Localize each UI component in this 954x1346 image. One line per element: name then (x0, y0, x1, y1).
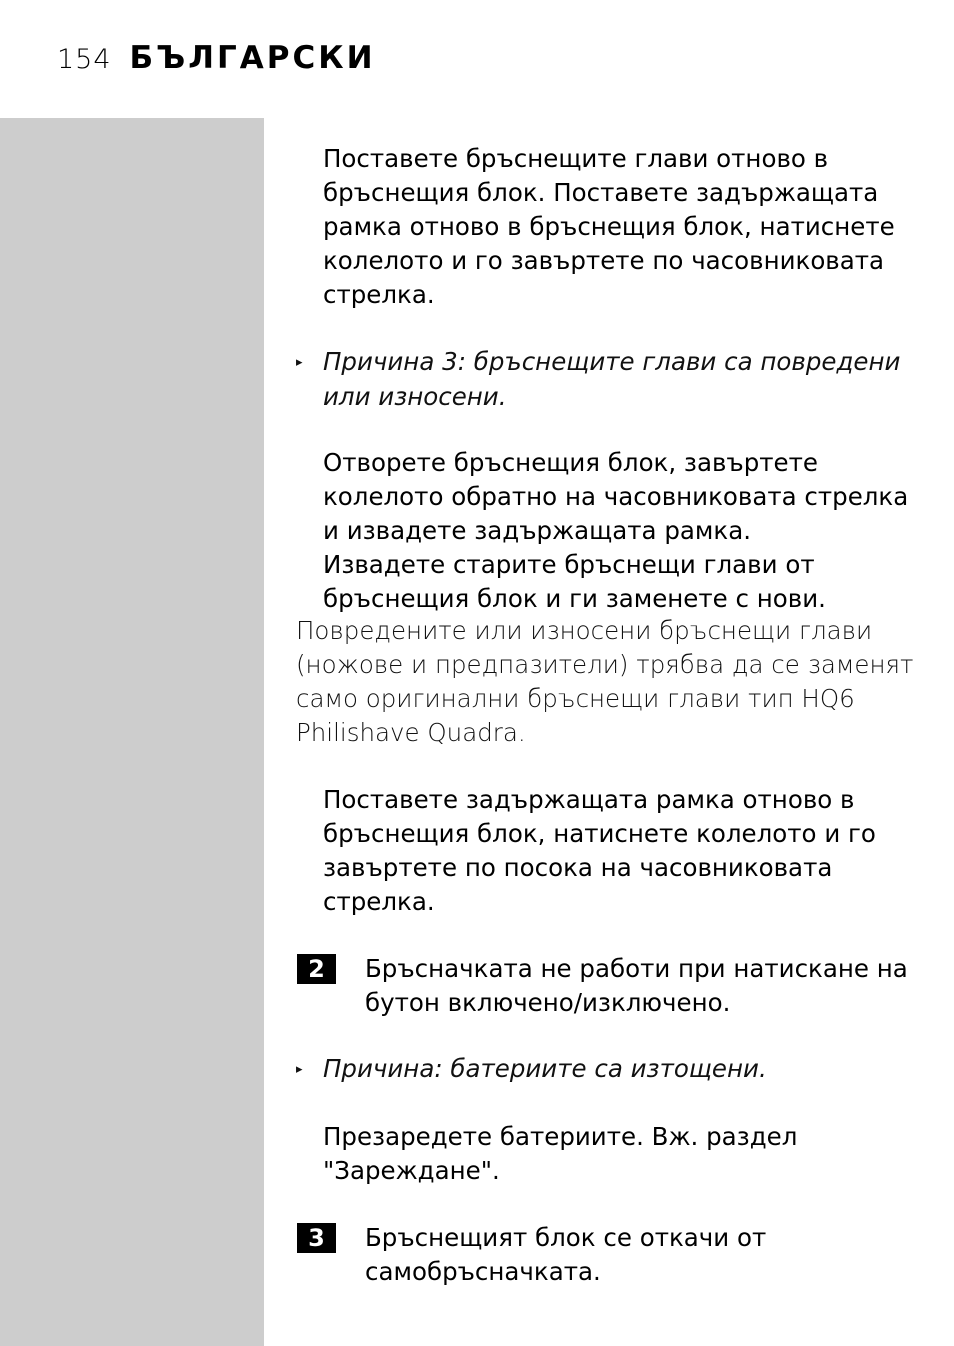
text-line: бутон включено/изключено. (365, 988, 731, 1017)
text-line: Отворете бръснещия блок, завъртете (323, 448, 818, 477)
item-number-badge: 3 (297, 1223, 336, 1253)
text-line: (ножове и предпазители) трябва да се заменят (296, 650, 914, 679)
page-number: 154 (57, 44, 112, 75)
text-line: колелото и го завъртете по часовниковата (323, 246, 885, 275)
problem-item-2 (297, 952, 908, 1020)
problem-item-3 (297, 1221, 766, 1289)
instruction-paragraph-1 (323, 142, 895, 312)
text-line: Поставете бръснещите глави отново в (323, 144, 829, 173)
cause-text: Причина 3: бръснещите глави са повредени (323, 347, 901, 376)
cause-text: Причина: батериите са изтощени. (323, 1054, 767, 1083)
bullet-triangle-icon: ▸ (296, 355, 303, 370)
page-header (57, 40, 376, 76)
text-line: "Зареждане". (323, 1156, 500, 1185)
text-line: само оригинални бръснещи глави тип HQ6 (296, 684, 855, 713)
instruction-paragraph-3 (323, 783, 876, 919)
text-line: Повредените или износени бръснещи глави (296, 616, 873, 645)
replacement-note (296, 614, 913, 750)
gray-sidebar (0, 118, 264, 1346)
text-line: Бръсначката не работи при натискане на (365, 954, 908, 983)
text-line: самобръсначката. (365, 1257, 601, 1286)
text-line: Извадете старите бръснещи глави от (323, 550, 815, 579)
text-line: колелото обратно на часовниковата стрелка (323, 482, 909, 511)
text-line: Бръснещият блок се откачи от (365, 1223, 767, 1252)
text-line: стрелка. (323, 280, 435, 309)
text-line: бръснещия блок, натиснете колелото и го (323, 819, 876, 848)
text-line: бръснещия блок. Поставете задържащата (323, 178, 879, 207)
instruction-paragraph-4 (323, 1120, 797, 1188)
section-title: БЪЛГАРСКИ (129, 40, 376, 76)
text-line: Philishave Quadra. (296, 718, 526, 747)
instruction-paragraph-2 (323, 446, 908, 616)
text-line: Презаредете батериите. Вж. раздел (323, 1122, 798, 1151)
text-line: и извадете задържащата рамка. (323, 516, 751, 545)
text-line: Поставете задържащата рамка отново в (323, 785, 855, 814)
text-line: рамка отново в бръснещия блок, натиснете (323, 212, 895, 241)
cause-3 (296, 345, 900, 414)
text-line: стрелка. (323, 887, 435, 916)
bullet-triangle-icon: ▸ (296, 1062, 303, 1077)
cause-text: или износени. (323, 382, 507, 411)
cause-battery (296, 1052, 767, 1087)
item-number-badge: 2 (297, 954, 336, 984)
text-line: завъртете по посока на часовниковата (323, 853, 833, 882)
text-line: бръснещия блок и ги заменете с нови. (323, 584, 826, 613)
